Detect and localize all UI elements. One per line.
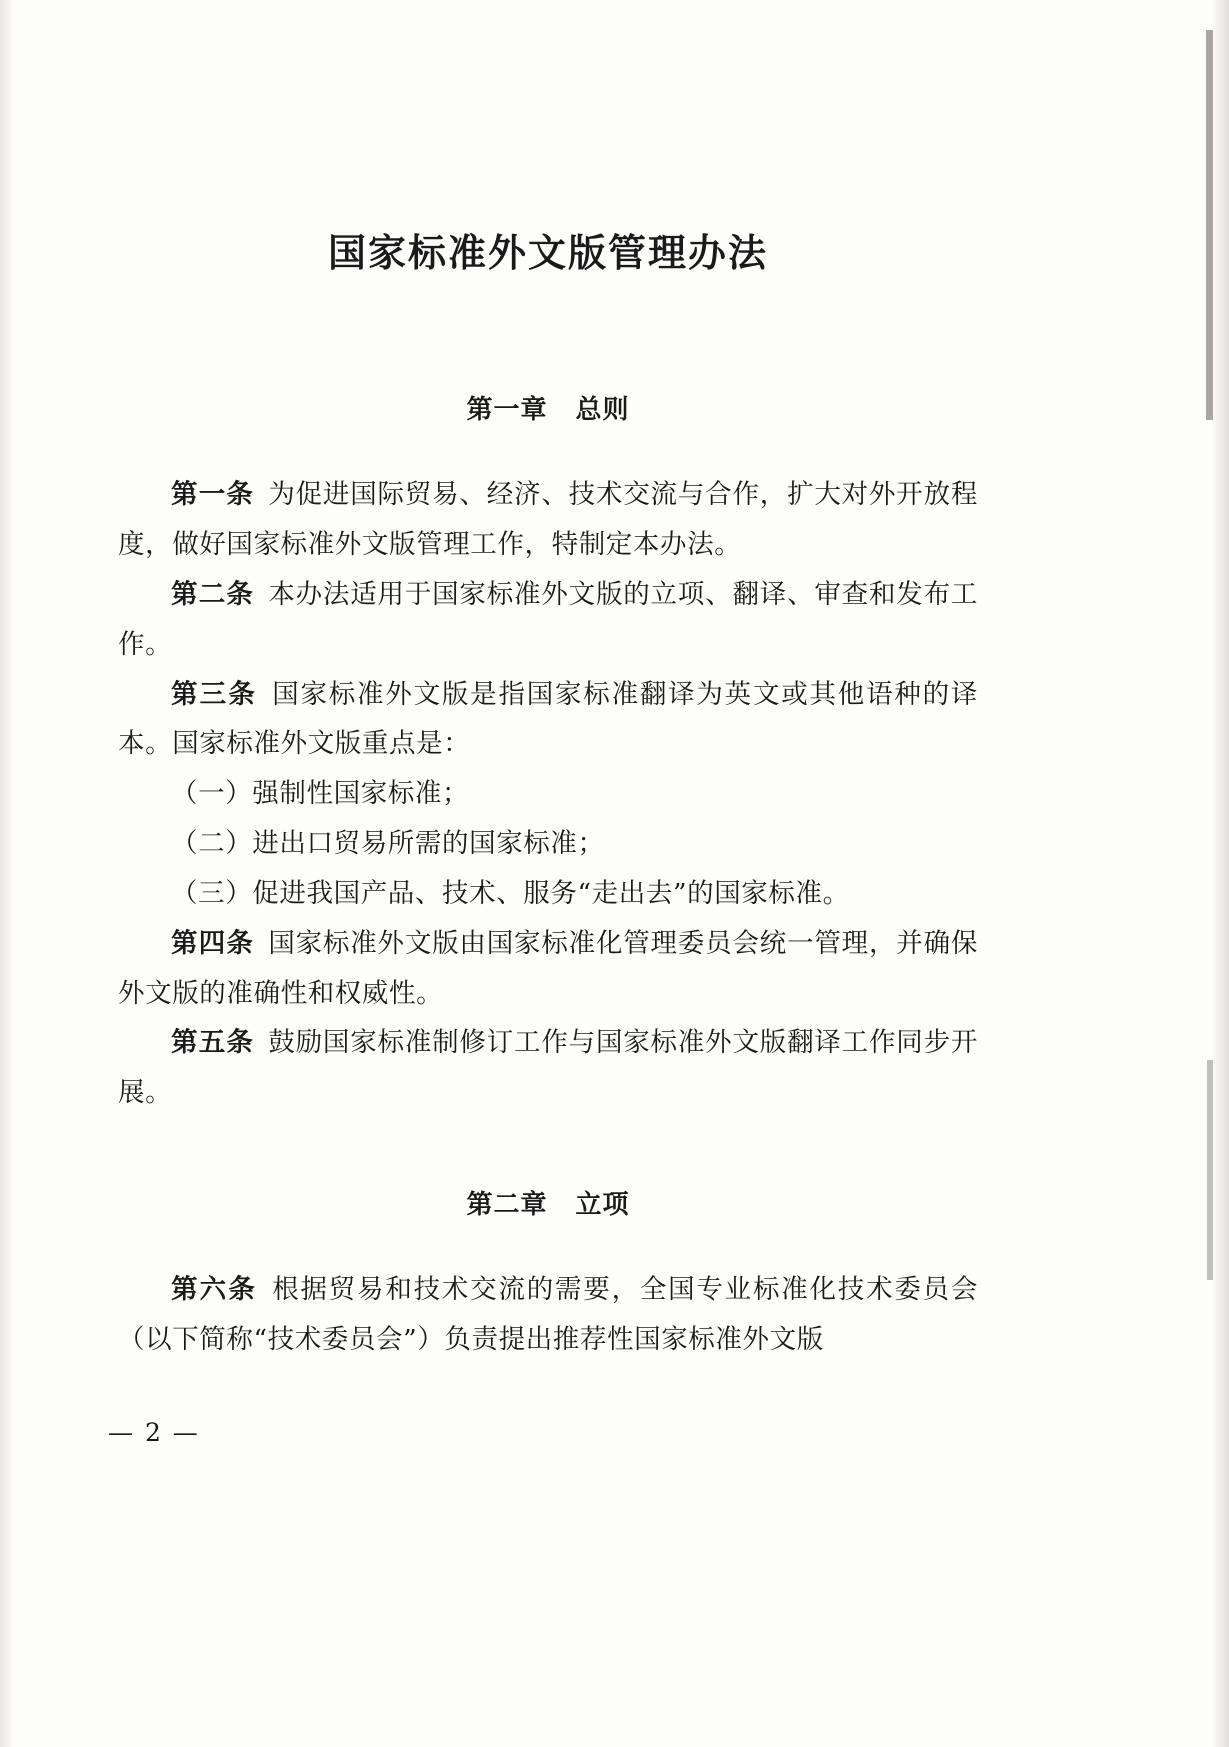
chapter-2-label: 第二章 (466, 1189, 548, 1220)
article-1 (118, 470, 978, 570)
scan-artifact-bottom (1207, 1060, 1213, 1280)
article-2-text: 本办法适用于国家标准外文版的立项、翻译、审查和发布工作。 (118, 579, 978, 660)
article-3-text: 国家标准外文版是指国家标准翻译为英文或其他语种的译本。国家标准外文版重点是： (118, 678, 979, 760)
article-3-label: 第三条 (171, 678, 258, 710)
article-5-text: 鼓励国家标准制修订工作与国家标准外文版翻译工作同步开展。 (118, 1027, 978, 1109)
article-2-label: 第二条 (171, 579, 255, 611)
article-4-label: 第四条 (171, 927, 255, 959)
article-5 (118, 1018, 978, 1118)
article-6 (118, 1265, 978, 1365)
scan-edge-right (1211, 0, 1229, 1747)
scan-edge-left (0, 0, 14, 1747)
article-4-text: 国家标准外文版由国家标准化管理委员会统一管理，并确保外文版的准确性和权威性。 (118, 927, 978, 1009)
article-6-text: 根据贸易和技术交流的需要，全国专业标准化技术委员会（以下简称“技术委员会”）负责提出推荐性国家标准外文版 (118, 1273, 979, 1355)
chapter-heading-1 (118, 389, 978, 426)
article-5-label: 第五条 (171, 1027, 255, 1059)
article-4 (118, 919, 978, 1019)
chapter-1-label: 第一章 (466, 395, 548, 426)
page-number: — 2 — (108, 1418, 200, 1447)
article-1-text: 为促进国际贸易、经济、技术交流与合作，扩大对外开放程度，做好国家标准外文版管理工作，特制定本办法。 (118, 479, 978, 561)
page-title: 国家标准外文版管理办法 (327, 230, 768, 275)
chapter-heading-2 (118, 1184, 978, 1221)
list-item: （二）进出口贸易所需的国家标准； (171, 828, 605, 860)
list-item: （一）强制性国家标准； (171, 778, 470, 810)
scan-artifact-top (1206, 30, 1213, 420)
article-3 (118, 670, 978, 770)
list-item: （三）促进我国产品、技术、服务“走出去”的国家标准。 (171, 877, 850, 909)
article-2 (118, 570, 978, 670)
chapter-1-name: 总则 (575, 395, 630, 426)
article-1-label: 第一条 (171, 479, 255, 511)
document-body (118, 0, 978, 1365)
chapter-2-name: 立项 (575, 1189, 630, 1220)
article-6-label: 第六条 (171, 1273, 258, 1305)
